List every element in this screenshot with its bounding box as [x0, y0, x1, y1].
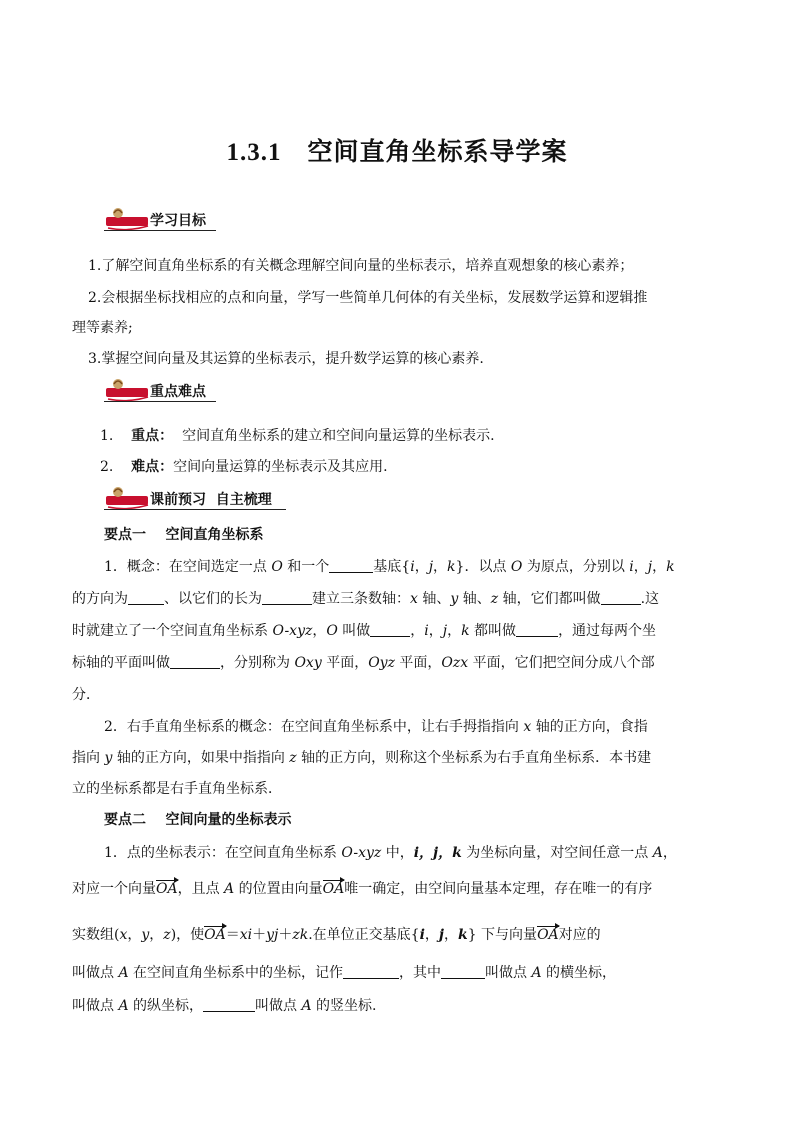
right-hand-line-2: 指向 y 轴的正方向，如果中指指向 z 轴的正方向，则称这个坐标系为右手直角坐标系．本书建 — [72, 750, 652, 766]
fill-blank[interactable] — [262, 590, 312, 605]
section-heading-preview: 课前预习 自主梳理 — [104, 485, 304, 511]
goal-1: 1.了解空间直角坐标系的有关概念理解空间向量的坐标表示，培养直观想象的核心素养； — [88, 258, 634, 274]
fill-blank[interactable] — [170, 654, 220, 669]
fill-blank[interactable] — [128, 590, 164, 605]
key-point: 1. 重点： 空间直角坐标系的建立和空间向量运算的坐标表示. — [100, 428, 495, 444]
section-badge-icon — [104, 485, 150, 509]
concept-line-5: 分． — [72, 687, 100, 703]
fill-blank[interactable] — [343, 964, 399, 979]
coord-line-3: 实数组(x，y，z)，使OA＝xi＋yj＋zk.在单位正交基底{i，j，k} 下与向量OA对应的 — [72, 927, 601, 943]
difficult-point: 2. 难点：空间向量运算的坐标表示及其应用. — [100, 459, 388, 475]
fill-blank[interactable] — [329, 558, 373, 573]
subheading-2: 要点二 空间向量的坐标表示 — [104, 812, 292, 828]
vector-oa: OA — [156, 881, 178, 897]
concept-line-1: 1．概念：在空间选定一点 O 和一个 基底{i，j，k}．以点 O 为原点，分别以 i，j，k — [104, 559, 675, 575]
section-underline — [104, 230, 216, 231]
coord-line-4: 叫做点 A 在空间直角坐标系中的坐标，记作 ，其中 叫做点 A 的横坐标， — [72, 965, 617, 981]
goal-3: 3.掌握空间向量及其运算的坐标表示，提升数学运算的核心素养. — [88, 351, 484, 367]
fill-blank[interactable] — [601, 590, 641, 605]
section-heading-goals: 学习目标 — [104, 206, 304, 232]
fill-blank[interactable] — [441, 964, 485, 979]
vector-oa: OA — [537, 927, 559, 943]
page-title: 1.3.1 空间直角坐标系导学案 — [226, 137, 568, 166]
coord-line-1: 1．点的坐标表示：在空间直角坐标系 O-xyz 中，i，j，k 为坐标向量，对空间任意一点 A， — [104, 845, 677, 861]
fill-blank[interactable] — [203, 997, 255, 1012]
section-badge-icon — [104, 377, 150, 401]
vector-oa: OA — [322, 881, 345, 897]
fill-blank[interactable] — [516, 622, 558, 637]
goal-2-cont: 理等素养; — [72, 320, 133, 336]
right-hand-line-3: 立的坐标系都是右手直角坐标系． — [72, 781, 282, 797]
concept-line-3: 时就建立了一个空间直角坐标系 O-xyz，O 叫做 ，i，j，k 都叫做 ，通过每两个坐 — [72, 623, 657, 639]
subheading-1: 要点一 空间直角坐标系 — [104, 527, 264, 543]
coord-line-5: 叫做点 A 的纵坐标， 叫做点 A 的竖坐标. — [72, 998, 377, 1014]
section-badge-icon — [104, 206, 150, 230]
section-heading-key: 重点难点 — [104, 377, 304, 403]
section-underline — [104, 509, 286, 510]
goal-2: 2.会根据坐标找相应的点和向量，学写一些简单几何体的有关坐标，发展数学运算和逻辑推 — [88, 290, 648, 306]
fill-blank[interactable] — [370, 622, 410, 637]
right-hand-line-1: 2．右手直角坐标系的概念：在空间直角坐标系中，让右手拇指指向 x 轴的正方向，食指 — [104, 719, 648, 735]
concept-line-2: 的方向为 、以它们的长为 建立三条数轴：x 轴、y 轴、z 轴，它们都叫做 .这 — [72, 591, 660, 607]
concept-line-4: 标轴的平面叫做 ，分别称为 Oxy 平面，Oyz 平面，Ozx 平面，它们把空间分成八个部 — [72, 655, 655, 671]
coord-line-2: 对应一个向量OA，且点 A 的位置由向量OA唯一确定，由空间向量基本定理，存在唯一的有序 — [72, 881, 653, 897]
vector-oa: OA — [204, 927, 226, 943]
section-underline — [104, 401, 216, 402]
